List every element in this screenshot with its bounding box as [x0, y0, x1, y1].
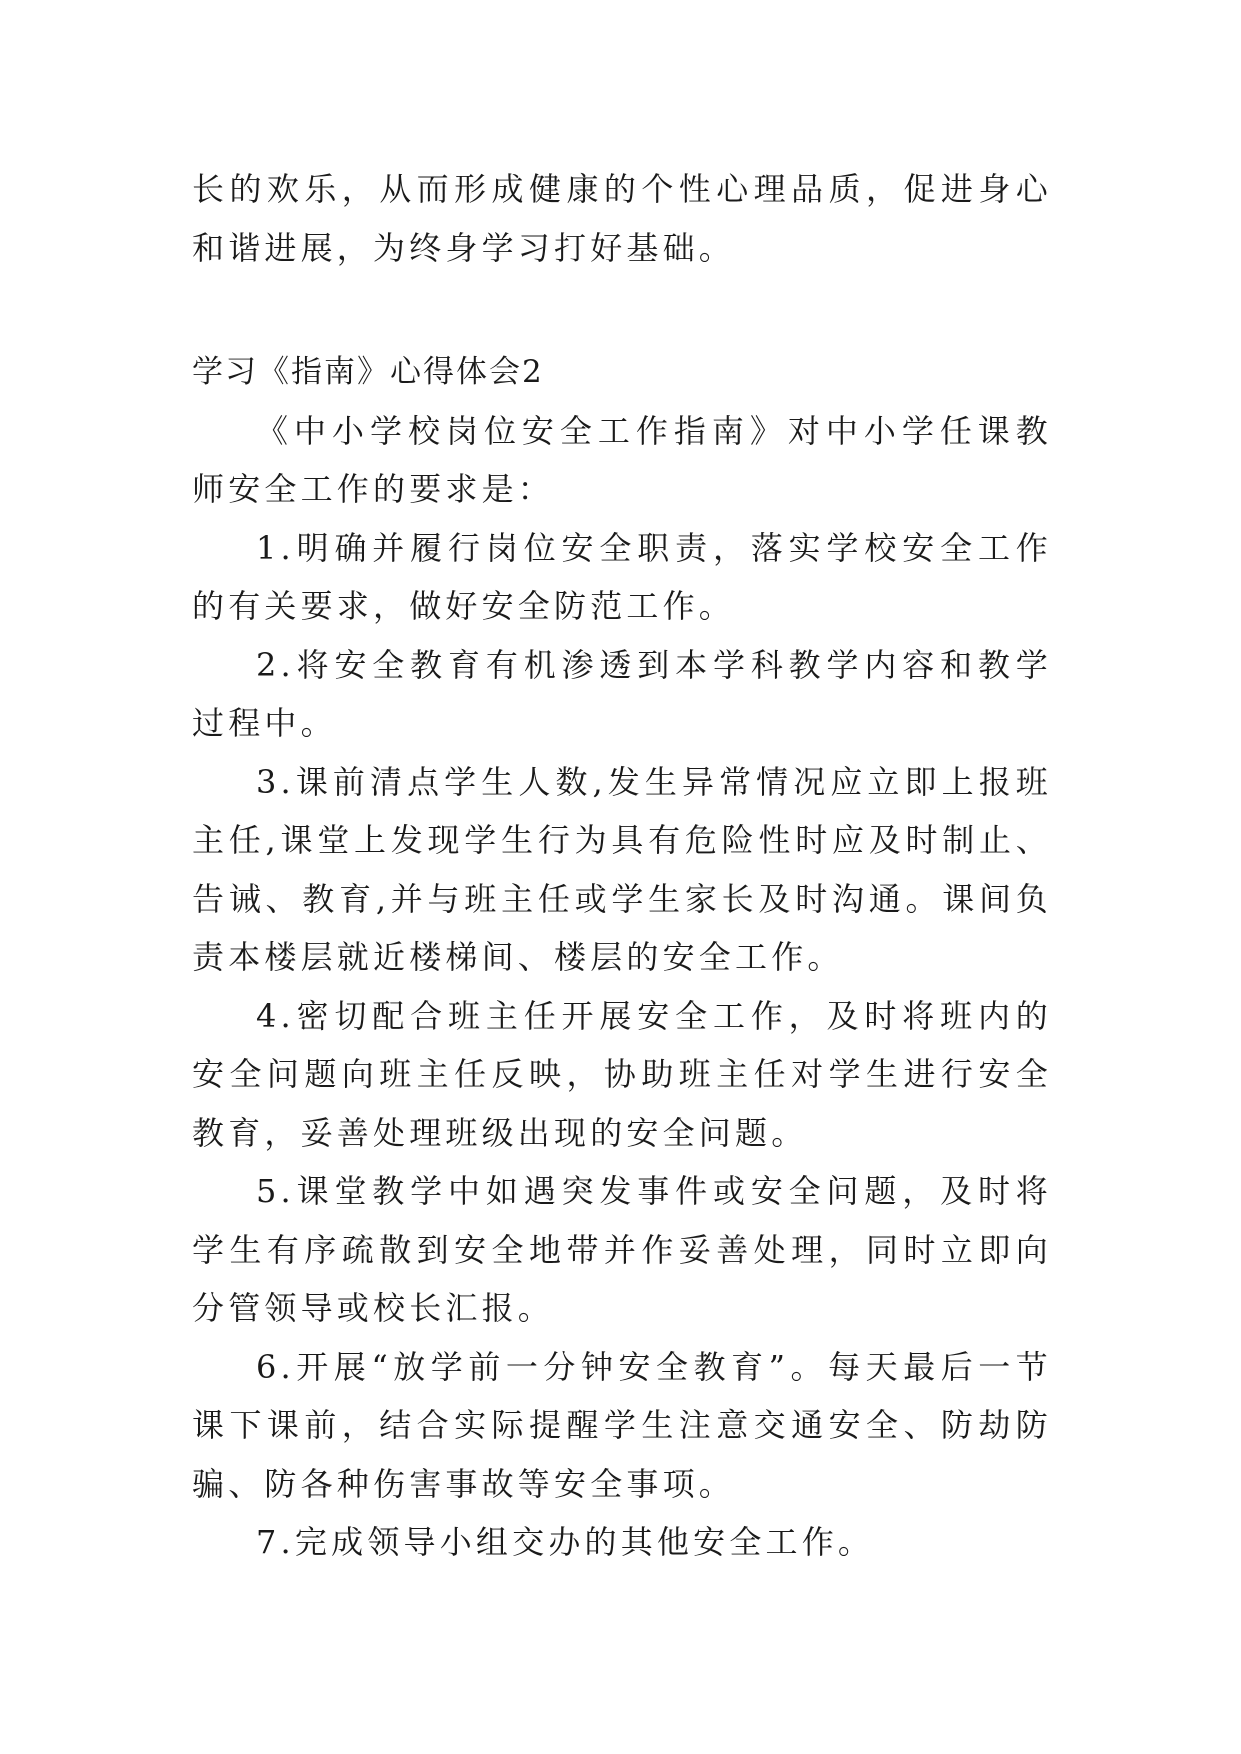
intro-section — [192, 160, 1052, 277]
list-item-1: 1.明确并履行岗位安全职责，落实学校安全工作的有关要求，做好安全防范工作。 — [192, 528, 1052, 625]
intro-paragraph: 长的欢乐，从而形成健康的个性心理品质，促进身心和谐进展，为终身学习打好基础。 — [192, 170, 1052, 267]
list-item-4: 4.密切配合班主任开展安全工作，及时将班内的安全问题向班主任反映，协助班主任对学生进行安全教育，妥善处理班级出现的安全问题。 — [192, 996, 1052, 1152]
list-item-6: 6.开展“放学前一分钟安全教育”。每天最后一节课下课前，结合实际提醒学生注意交通安全、防劫防骗、防各种伤害事故等安全事项。 — [192, 1347, 1052, 1503]
list-item-2: 2.将安全教育有机渗透到本学科教学内容和教学过程中。 — [192, 645, 1052, 742]
section-heading: 学习《指南》心得体会2 — [192, 354, 544, 390]
list-item-7: 7.完成领导小组交办的其他安全工作。 — [256, 1523, 875, 1561]
list-item-5: 5.课堂教学中如遇突发事件或安全问题，及时将学生有序疏散到安全地带并作妥善处理，同时立即向分管领导或校长汇报。 — [192, 1172, 1052, 1327]
list-item-3: 3.课前清点学生人数,发生异常情况应立即上报班主任,课堂上发现学生行为具有危险性时应及时制止、告诫、教育,并与班主任或学生家长及时沟通。课间负责本楼层就近楼梯间、楼层的安全工作。 — [192, 762, 1052, 976]
main-section — [192, 343, 1052, 1572]
paragraph-requirements-intro: 《中小学校岗位安全工作指南》对中小学任课教师安全工作的要求是： — [192, 411, 1052, 508]
